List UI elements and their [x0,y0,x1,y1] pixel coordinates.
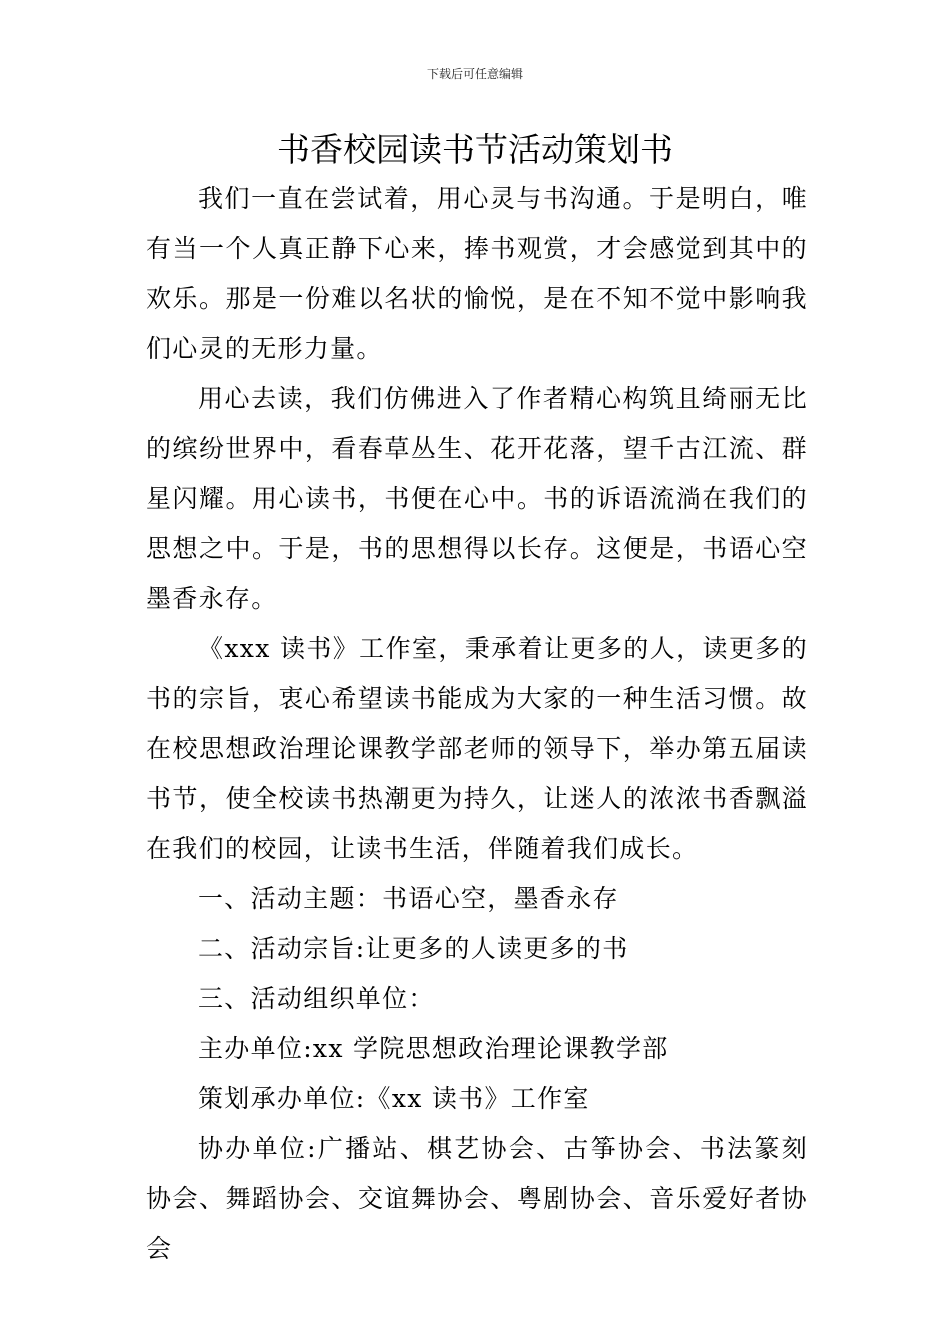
document-title: 书香校园读书节活动策划书 [277,130,673,169]
item-planner: 策划承办单位:《xx 读书》工作室 [198,1084,590,1113]
paragraph-intro: 我们一直在尝试着，用心灵与书沟通。于是明白，唯有当一个人真正静下心来，捧书观赏，才会感觉到其中的欢乐。那是一份难以名状的愉悦，是在不知不觉中影响我们心灵的无形力量。 [146,184,808,363]
paragraph-reading: 用心去读，我们仿佛进入了作者精心构筑且绮丽无比的缤纷世界中，看春草丛生、花开花落，望千古江流、群星闪耀。用心读书，书便在心中。书的诉语流淌在我们的思想之中。于是，书的思想得以长存。这便是，书语心空墨香永存。 [146,384,808,613]
item-host: 主办单位:xx 学院思想政治理论课教学部 [198,1034,669,1063]
header-note: 下载后可任意编辑 [426,67,523,81]
item-organizers-heading: 三、活动组织单位： [198,984,435,1013]
paragraph-co-organizers: 协办单位:广播站、棋艺协会、古筝协会、书法篆刻协会、舞蹈协会、交谊舞协会、粤剧协会、音乐爱好者协会 [146,1134,808,1263]
item-purpose: 二、活动宗旨:让更多的人读更多的书 [198,934,629,963]
item-theme: 一、活动主题：书语心空，墨香永存 [198,884,619,913]
paragraph-studio: 《xxx 读书》工作室，秉承着让更多的人，读更多的书的宗旨，衷心希望读书能成为大家的一种生活习惯。故在校思想政治理论课教学部老师的领导下，举办第五届读书节，使全校读书热潮更为持久，让迷人的浓浓书香飘溢在我们的校园，让读书生活，伴随着我们成长。 [146,634,808,863]
document-body [146,174,808,1274]
